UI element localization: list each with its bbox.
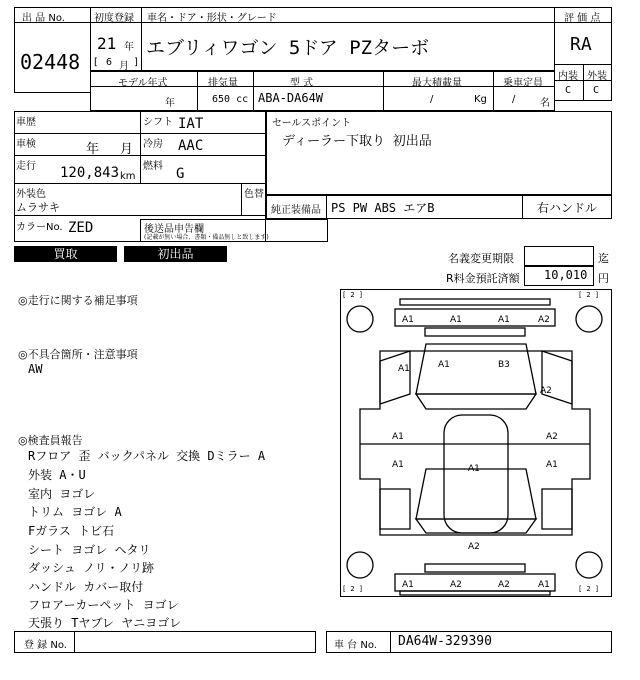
svg-text:A1: A1 [392,460,404,470]
color-no-value: ZED [68,220,94,236]
inspector-line: 外装 A・U [28,468,86,482]
inspector-header: ◎検査員報告 [18,434,83,447]
lot-label: 出 品 No. [22,13,65,24]
type-label: 型 式 [290,78,314,89]
svg-text:A1: A1 [450,315,462,325]
interior-score: C [565,85,572,96]
fuel-label: 燃料 [143,161,163,172]
inspector-line: フロアーカーペット ヨゴレ [28,598,179,612]
svg-text:A2: A2 [540,386,552,396]
svg-text:A1: A1 [438,360,450,370]
inspection-month-unit: 月 [120,142,134,157]
corner-label-bl: [ 2 ] [342,585,364,593]
inspector-line: シート ヨゴレ ヘタリ [28,543,151,557]
mileage-label: 走行 [16,161,36,172]
svg-text:A2: A2 [468,542,480,552]
model-header: 車名・ドア・形状・グレード [147,13,277,24]
defects-value: AW [28,362,43,376]
color-no-label: カラーNo. [16,222,63,233]
inspector-line: Rフロア 歪 バックパネル 交換 Dミラー A [28,449,266,463]
month-unit: 月 [119,61,129,72]
inspector-line: ハンドル カバー取付 [28,580,144,594]
svg-text:A1: A1 [546,460,558,470]
svg-text:A1: A1 [398,364,410,374]
recycle-value: 10,010 [544,268,588,282]
capacity-sep: / [512,94,516,105]
svg-text:A2: A2 [450,580,462,590]
reg-month: 6 [106,57,113,68]
ac-label: 冷房 [143,139,163,150]
inspector-line: Fガラス トビ石 [28,524,115,538]
recycle-unit: 円 [598,272,609,285]
inspector-line: 天張り Tヤブレ ヤニヨゴレ [28,616,182,630]
model-year-unit: 年 [165,98,175,109]
sales-point-label: セールスポイント [272,118,352,129]
name-change-box [524,246,594,266]
year-unit: 年 [124,42,134,53]
svg-text:A1: A1 [402,580,414,590]
interior-label: 内装 [558,71,578,82]
sales-point-value: ディーラー下取り 初出品 [282,134,432,149]
fuel-value: G [176,166,185,182]
svg-text:B3: B3 [498,360,510,370]
grade-value: RA [570,34,592,55]
corner-label-tr: [ 2 ] [578,291,600,299]
svg-text:A1: A1 [402,315,414,325]
reg-year: 21 [97,34,117,53]
svg-text:A1: A1 [392,432,404,442]
post-declaration-note: (記載が無い場合、書類・備品無しと致します) [144,234,269,241]
recycle-label: R料金預託済額 [446,272,520,285]
ac-value: AAC [178,138,204,154]
grade-header: 評 価 点 [564,13,601,24]
name-change-unit: 迄 [598,252,609,265]
max-load-unit: Kg [474,94,487,105]
mileage-unit: km [120,171,136,182]
corner-label-tl: [ 2 ] [342,291,364,299]
chassis-label: 車 台 No. [334,640,377,651]
shift-value: IAT [178,116,204,132]
registration-label: 登 録 No. [24,640,67,651]
reg-label: 初度登録 [94,13,134,24]
post-declaration-label: 後送品申告欄 [144,224,204,235]
inspection-label: 車検 [16,139,36,150]
steering-value: 右ハンドル [537,201,598,215]
displacement-value: 650 cc [212,94,249,105]
corner-label-br: [ 2 ] [578,585,600,593]
max-load-label: 最大積載量 [412,78,462,89]
inspector-line: ダッシュ ノリ・ノリ跡 [28,561,155,575]
type-value: ABA-DA64W [258,91,324,105]
model-year-label: モデル年式 [118,78,168,89]
capacity-unit: 名 [540,98,550,109]
svg-text:A2: A2 [538,315,550,325]
chassis-value: DA64W-329390 [398,634,492,649]
exterior-label: 外装 [587,71,607,82]
color-value: ムラサキ [16,201,60,214]
damage-marks [392,315,558,590]
svg-text:A2: A2 [498,580,510,590]
displacement-label: 排気量 [208,78,238,89]
color-label: 外装色 [16,189,46,200]
badge-purchase: 買取 [14,246,117,262]
name-change-label: 名義変更期限 [448,252,514,265]
svg-text:A1: A1 [538,580,550,590]
history-label: 車歴 [16,117,36,128]
badge-first-listing: 初出品 [124,246,227,262]
color-change-label: 色替 [244,189,264,200]
exterior-score: C [593,85,600,96]
inspector-line: トリム ヨゴレ A [28,505,122,519]
defects-header: ◎不具合箇所・注意事項 [18,348,138,361]
inspector-line: 室内 ヨゴレ [28,487,96,501]
svg-text:A1: A1 [498,315,510,325]
equipment-value: PS PW ABS エアB [331,201,435,215]
svg-text:A2: A2 [546,432,558,442]
car-name: エブリィワゴン 5ドア PZターボ [146,37,430,59]
driving-header: ◎走行に関する補足事項 [18,294,138,307]
svg-text:A1: A1 [468,464,480,474]
equipment-label: 純正装備品 [271,205,321,216]
inspection-year-unit: 年 [86,142,100,157]
shift-label: シフト [143,117,173,128]
mileage-value: 120,843 [60,165,120,181]
lot-number: 02448 [20,50,81,74]
capacity-label: 乗車定員 [503,78,543,89]
max-load-sep: / [430,94,434,105]
car-diagram [340,289,612,597]
